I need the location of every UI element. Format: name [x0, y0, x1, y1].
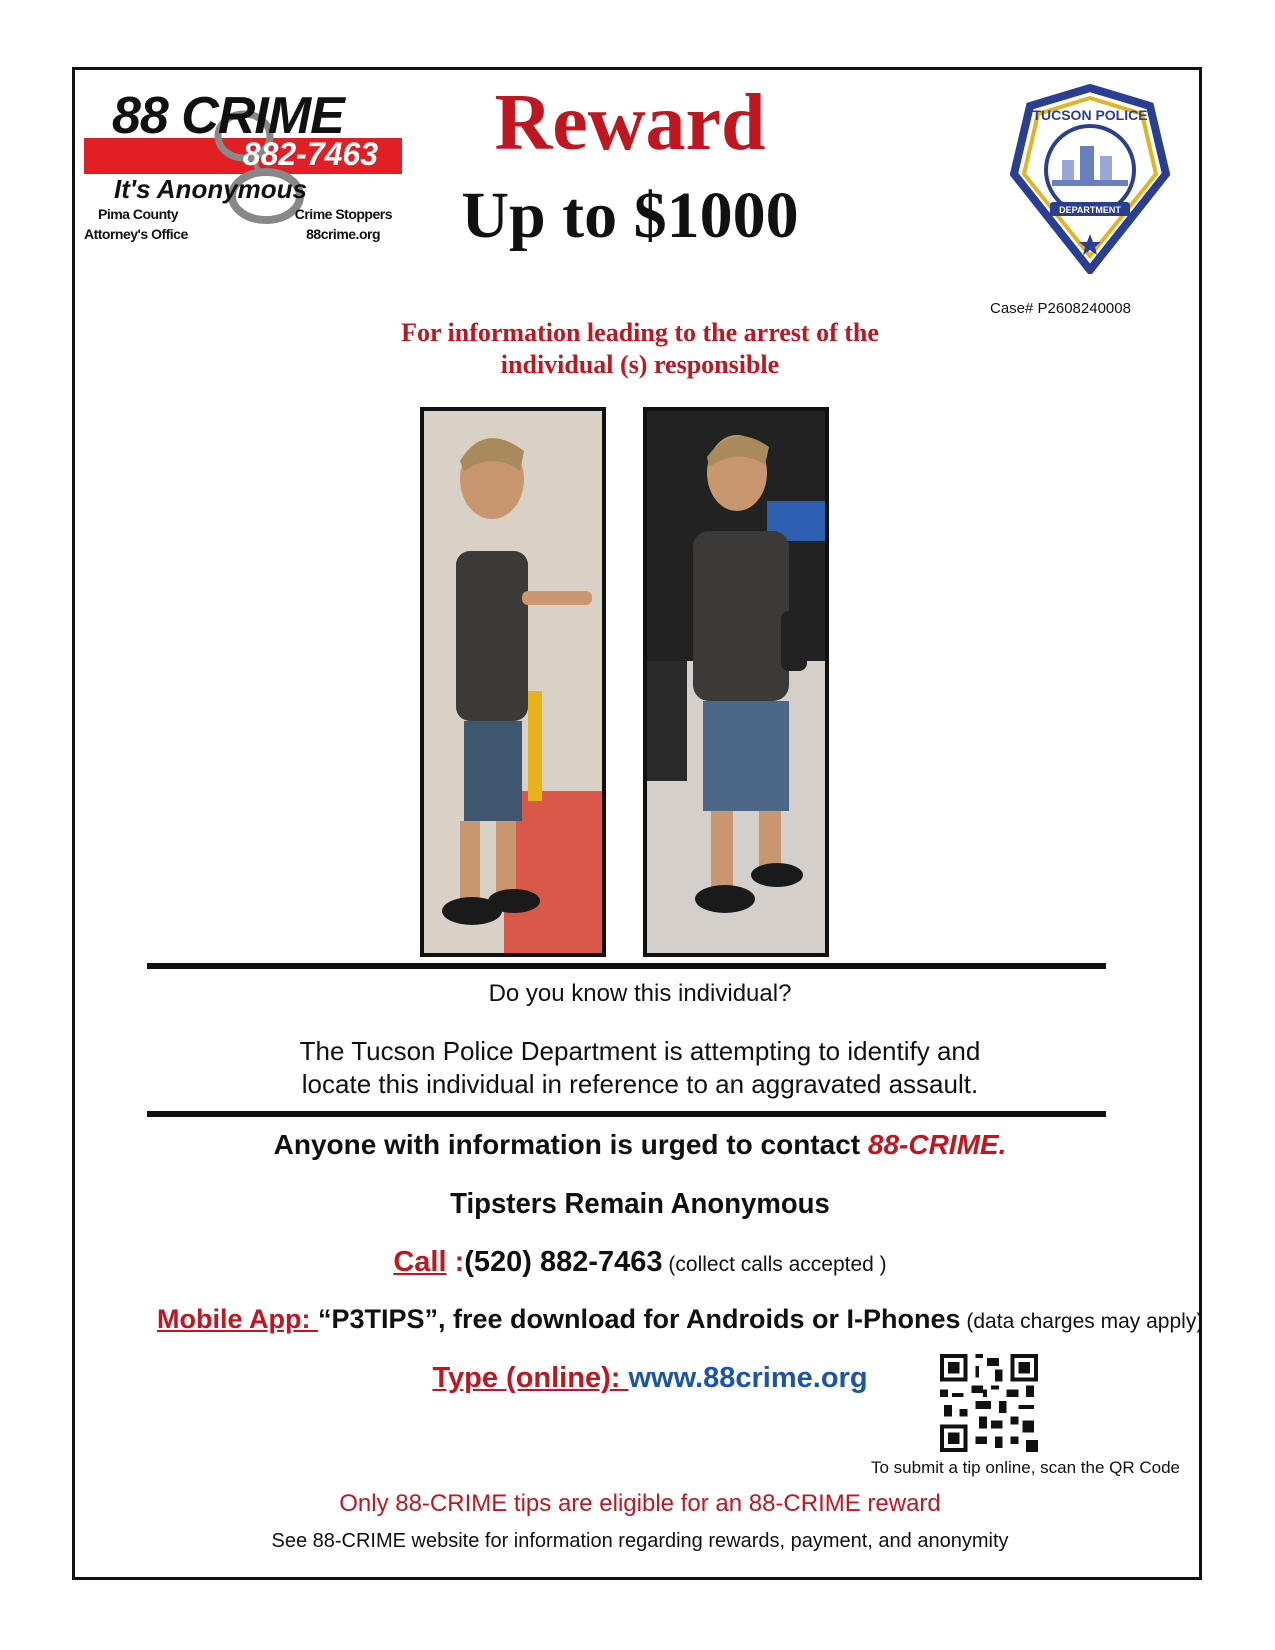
eligibility-note: Only 88-CRIME tips are eligible for an 88-CRIME reward — [339, 1490, 941, 1517]
logo-right-line1: Crime Stoppers — [294, 206, 392, 222]
suspect-photo-2 — [643, 407, 829, 957]
urge-highlight: 88-CRIME. — [867, 1129, 1007, 1160]
info-line-2: individual (s) responsible — [500, 350, 780, 379]
website-link[interactable]: www.88crime.org — [628, 1362, 868, 1394]
logo-left-line2: Attorney's Office — [84, 226, 188, 242]
badge-bottom-text: DEPARTMENT — [1059, 205, 1121, 215]
anonymous-notice: Tipsters Remain Anonymous — [450, 1188, 830, 1220]
info-line-1: For information leading to the arrest of the — [401, 318, 879, 347]
footer-info: See 88-CRIME website for information regarding rewards, payment, and anonymity — [271, 1530, 1009, 1552]
logo-tagline: It's Anonymous — [114, 174, 308, 204]
divider-top — [147, 963, 1106, 969]
urge-text: Anyone with information is urged to contact — [273, 1129, 868, 1160]
logo-number: 88 CRIME — [112, 87, 344, 145]
88crime-logo — [84, 86, 402, 250]
qr-note: To submit a tip online, scan the QR Code — [871, 1458, 1180, 1477]
description-line-2: locate this individual in reference to an aggravated assault. — [301, 1069, 979, 1099]
call-separator: : — [446, 1246, 465, 1278]
mobile-app-line — [157, 1304, 1204, 1335]
logo-left-line1: Pima County — [98, 206, 179, 222]
reward-amount: Up to $1000 — [461, 179, 799, 252]
description-line-1: The Tucson Police Department is attempting to identify and — [299, 1036, 981, 1066]
description — [240, 1035, 1040, 1101]
call-label: Call — [393, 1246, 447, 1278]
case-number: Case# P2608240008 — [990, 300, 1131, 317]
online-label: Type (online): — [432, 1362, 629, 1394]
online-line — [420, 1362, 880, 1395]
suspect-photo-1 — [420, 407, 606, 957]
logo-phone: 882-7463 — [242, 136, 378, 172]
mobile-app-note: (data charges may apply) — [960, 1310, 1204, 1333]
call-number[interactable]: (520) 882-7463 — [464, 1246, 663, 1278]
call-note: (collect calls accepted ) — [662, 1253, 887, 1276]
mobile-app-label: Mobile App: — [157, 1304, 318, 1334]
qr-code-icon[interactable] — [940, 1354, 1038, 1452]
contact-urge — [180, 1129, 1100, 1161]
divider-bottom — [147, 1111, 1106, 1117]
tucson-police-badge — [1010, 84, 1170, 274]
call-line — [200, 1246, 1080, 1279]
reward-title: Reward — [494, 79, 766, 167]
logo-right-line2: 88crime.org — [306, 226, 380, 242]
question-text: Do you know this individual? — [488, 980, 792, 1007]
badge-top-text: TUCSON POLICE — [1032, 107, 1148, 123]
mobile-app-text: “P3TIPS”, free download for Androids or I-Phones — [317, 1304, 961, 1334]
